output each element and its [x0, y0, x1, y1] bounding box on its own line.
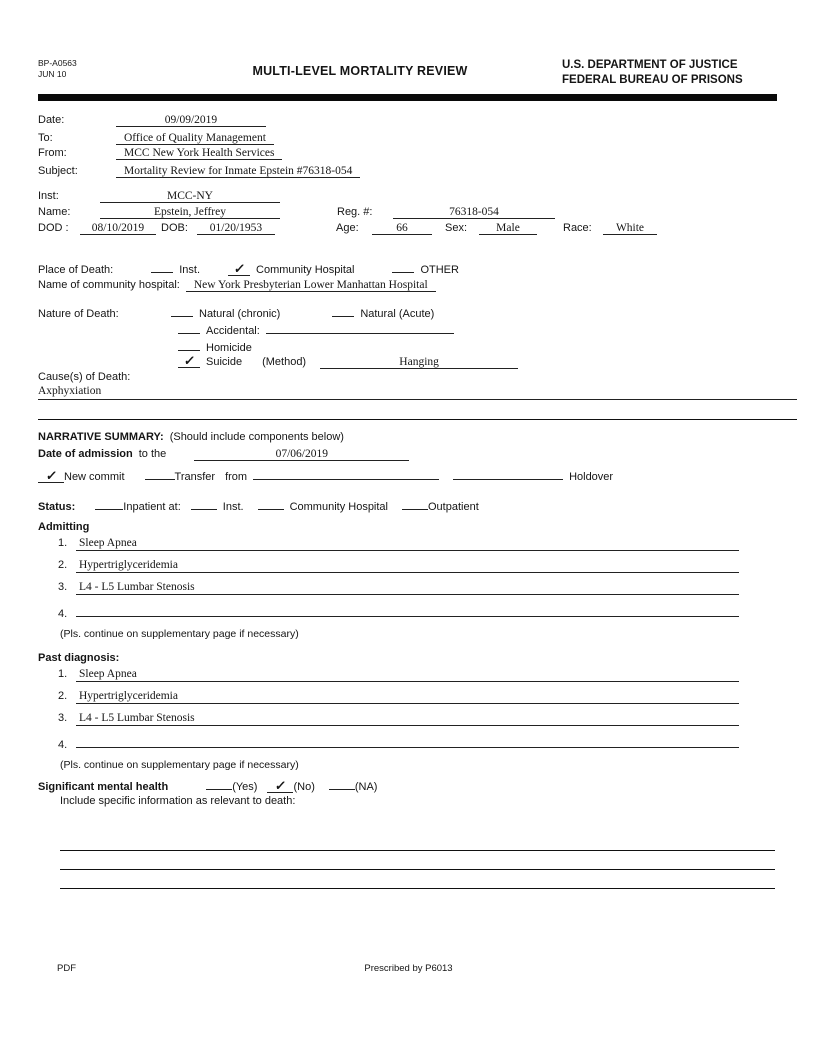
past-item-3	[58, 712, 777, 726]
mental-health-note: Include specific information as relevant to death:	[60, 794, 296, 807]
agency-line2: FEDERAL BUREAU OF PRISONS	[562, 73, 743, 86]
holdover-label: Holdover	[569, 470, 614, 483]
sex-value: Male	[479, 222, 537, 235]
nature-of-death-label: Nature of Death:	[38, 307, 119, 320]
name-label: Name:	[38, 205, 71, 218]
mental-health-heading: Significant mental health	[38, 780, 169, 793]
item-number: 2.	[58, 558, 68, 571]
item-number: 4.	[58, 738, 68, 751]
to-value: Office of Quality Management	[116, 132, 274, 145]
inst-checkbox	[151, 261, 173, 273]
form-title: MULTI-LEVEL MORTALITY REVIEW	[252, 64, 468, 78]
agency-line1: U.S. DEPARTMENT OF JUSTICE	[562, 59, 738, 71]
narrative-summary-heading: NARRATIVE SUMMARY:	[38, 430, 164, 443]
homicide-checkbox	[178, 339, 200, 351]
past-item-2-value: Hypertriglyceridemia	[76, 690, 739, 704]
status-inst-label: Inst.	[222, 500, 244, 513]
mental-health-no-label: (No)	[293, 780, 315, 793]
item-number: 3.	[58, 580, 68, 593]
transfer-from-blank	[253, 468, 439, 480]
past-diagnosis-heading: Past diagnosis:	[38, 651, 120, 664]
status-label: Status:	[38, 500, 76, 513]
subject-value: Mortality Review for Inmate Epstein #76318-054	[116, 165, 360, 178]
community-hospital-option-label: Community Hospital	[256, 263, 355, 276]
form-header	[38, 58, 777, 88]
checkmark-icon: ✓	[182, 352, 196, 368]
admission-date-label: Date of admission	[38, 447, 133, 460]
inst-value: MCC-NY	[100, 190, 280, 203]
form-date: JUN 10	[38, 68, 67, 79]
cause-of-death-label: Cause(s) of Death:	[38, 370, 131, 383]
past-item-4-value	[76, 734, 739, 748]
natural-chronic-checkbox	[171, 305, 193, 317]
narrative-summary-section	[38, 431, 777, 483]
date-label: Date:	[38, 113, 65, 126]
write-in-line	[60, 870, 775, 889]
dob-label: DOB:	[161, 221, 188, 234]
inst-option-label: Inst.	[179, 263, 201, 276]
write-in-line	[60, 851, 775, 870]
dob-value: 01/20/1953	[197, 222, 275, 235]
place-of-death-section	[38, 261, 777, 292]
footer-prescribed-label: Prescribed by P6013	[364, 963, 453, 974]
other-checkbox	[392, 261, 414, 273]
race-label: Race:	[563, 221, 592, 234]
new-commit-label: New commit	[64, 470, 125, 483]
agency-block	[562, 58, 777, 88]
admitting-item-4	[58, 603, 777, 620]
admission-date-value: 07/06/2019	[194, 448, 409, 461]
nature-of-death-section	[38, 305, 777, 420]
item-number: 1.	[58, 536, 68, 549]
method-label: (Method)	[262, 355, 307, 368]
outpatient-checkbox	[402, 498, 428, 510]
reg-label: Reg. #:	[337, 205, 373, 218]
natural-acute-label: Natural (Acute)	[360, 307, 435, 320]
sex-label: Sex:	[445, 221, 468, 234]
community-hospital-checkbox	[228, 260, 250, 276]
form-id-block	[38, 58, 158, 79]
age-value: 66	[372, 222, 432, 235]
admitting-item-2-value: Hypertriglyceridemia	[76, 559, 739, 573]
checkmark-icon: ✓	[44, 467, 58, 483]
admitting-item-3	[58, 581, 777, 595]
inpatient-checkbox	[95, 498, 123, 510]
hospital-name-label: Name of community hospital:	[38, 278, 180, 291]
past-item-4	[58, 734, 777, 751]
transfer-from-label: from	[225, 470, 248, 483]
subject-label: Subject:	[38, 164, 78, 177]
place-of-death-label: Place of Death:	[38, 263, 114, 276]
write-in-line	[60, 832, 775, 851]
new-commit-checkbox	[38, 467, 64, 483]
item-number: 2.	[58, 689, 68, 702]
accidental-label: Accidental:	[206, 324, 260, 337]
mental-health-no-checkbox	[267, 777, 293, 793]
inpatient-label: Inpatient at:	[123, 500, 181, 513]
to-label: To:	[38, 131, 53, 144]
inst-label: Inst:	[38, 189, 59, 202]
name-value: Epstein, Jeffrey	[100, 206, 280, 219]
past-item-2	[58, 690, 777, 704]
admitting-item-1-value: Sleep Apnea	[76, 537, 739, 551]
item-number: 1.	[58, 667, 68, 680]
item-number: 4.	[58, 607, 68, 620]
outpatient-label: Outpatient	[428, 500, 479, 513]
admitting-item-1	[58, 537, 777, 551]
memo-block	[38, 114, 777, 178]
hospital-name-value: New York Presbyterian Lower Manhattan Hospital	[186, 279, 436, 292]
other-option-label: OTHER	[420, 263, 459, 276]
write-in-lines	[38, 832, 777, 889]
admitting-item-2	[58, 559, 777, 573]
mental-health-section	[38, 778, 777, 807]
natural-chronic-label: Natural (chronic)	[199, 307, 281, 320]
mental-health-yes-checkbox	[206, 778, 232, 790]
race-value: White	[603, 222, 657, 235]
homicide-label: Homicide	[206, 341, 252, 354]
reg-value: 76318-054	[393, 206, 555, 219]
status-inst-checkbox	[191, 498, 217, 510]
mental-health-na-label: (NA)	[354, 780, 378, 793]
cause-of-death-value: Axphyxiation	[38, 385, 797, 400]
transfer-checkbox	[145, 468, 175, 480]
natural-acute-checkbox	[332, 305, 354, 317]
form-number: BP-A0563	[38, 58, 77, 68]
transfer-label: Transfer	[174, 470, 216, 483]
from-value: MCC New York Health Services	[116, 147, 282, 160]
page-footer	[0, 963, 817, 974]
suicide-checkbox	[178, 352, 200, 368]
dod-value: 08/10/2019	[80, 222, 156, 235]
past-diagnosis-note: (Pls. continue on supplementary page if necessary)	[60, 758, 299, 771]
admitting-section	[38, 521, 777, 640]
item-number: 3.	[58, 711, 68, 724]
past-item-1-value: Sleep Apnea	[76, 668, 739, 682]
suicide-label: Suicide	[206, 355, 243, 368]
accidental-detail-blank	[266, 322, 454, 334]
date-value: 09/09/2019	[116, 114, 266, 127]
checkmark-icon: ✓	[232, 260, 246, 276]
past-item-3-value: L4 - L5 Lumbar Stenosis	[76, 712, 739, 726]
checkmark-icon: ✓	[274, 777, 288, 793]
section-divider-line	[38, 419, 797, 420]
admission-date-label2: to the	[138, 447, 167, 460]
method-value: Hanging	[320, 356, 518, 369]
accidental-checkbox	[178, 322, 200, 334]
status-community-hospital-label: Community Hospital	[289, 500, 388, 513]
narrative-summary-note: (Should include components below)	[169, 430, 344, 443]
past-item-1	[58, 668, 777, 682]
past-diagnosis-section	[38, 652, 777, 771]
header-divider-bar	[38, 94, 777, 101]
status-community-hospital-checkbox	[258, 498, 284, 510]
admitting-note: (Pls. continue on supplementary page if necessary)	[60, 627, 299, 640]
admitting-item-4-value	[76, 603, 739, 617]
holdover-blank	[453, 468, 563, 480]
inmate-block	[38, 190, 777, 235]
admitting-item-3-value: L4 - L5 Lumbar Stenosis	[76, 581, 739, 595]
footer-pdf-label: PDF	[57, 963, 76, 974]
from-label: From:	[38, 146, 67, 159]
mental-health-na-checkbox	[329, 778, 355, 790]
admitting-heading: Admitting	[38, 520, 90, 533]
status-section	[38, 498, 777, 513]
mental-health-yes-label: (Yes)	[232, 780, 258, 793]
dod-label: DOD :	[38, 221, 69, 234]
age-label: Age:	[336, 221, 359, 234]
